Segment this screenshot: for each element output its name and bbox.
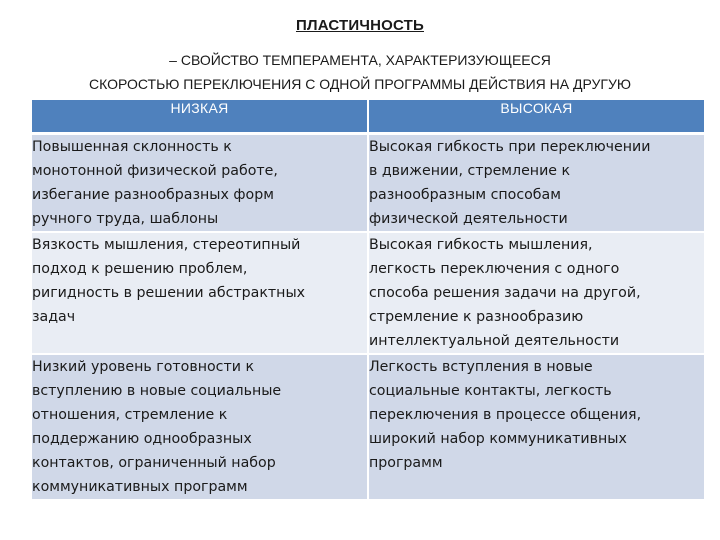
cell-text-line: интеллектуальной деятельности [369, 333, 620, 349]
cell-high [369, 233, 704, 353]
cell-text-line: задач [32, 309, 76, 325]
cell-text-line: социальные контакты, легкость [369, 383, 612, 399]
cell-low [32, 355, 369, 499]
table-row [32, 355, 704, 499]
cell-text-line: Легкость вступления в новые [369, 359, 593, 375]
page-subtitle [0, 48, 720, 96]
table-row [32, 233, 704, 353]
cell-text-line: ригидность в решении абстрактных [32, 285, 306, 301]
cell-text-line: коммуникативных программ [32, 479, 248, 495]
cell-text-line: физической деятельности [369, 211, 568, 227]
cell-text-line: Низкий уровень готовности к [32, 359, 255, 375]
cell-text-line: широкий набор коммуникативных [369, 431, 627, 447]
cell-high [369, 355, 704, 499]
cell-text-line: Высокая гибкость при переключении [369, 139, 651, 155]
cell-text-line: отношения, стремление к [32, 407, 228, 423]
cell-text-line: в движении, стремление к [369, 163, 571, 179]
comparison-table [32, 100, 704, 499]
cell-text-line: программ [369, 455, 443, 471]
cell-text-line: переключения в процессе общения, [369, 407, 642, 423]
column-header-low: НИЗКАЯ [32, 100, 369, 135]
table-row [32, 135, 704, 231]
cell-low [32, 135, 369, 231]
cell-text-line: монотонной физической работе, [32, 163, 278, 179]
cell-text-line: способа решения задачи на другой, [369, 285, 641, 301]
cell-text-line: избегание разнообразных форм [32, 187, 274, 203]
cell-text-line: Повышенная склонность к [32, 139, 232, 155]
subtitle-line-1: – СВОЙСТВО ТЕМПЕРАМЕНТА, ХАРАКТЕРИЗУЮЩЕЕСЯ [169, 52, 551, 68]
cell-text-line: стремление к разнообразию [369, 309, 584, 325]
subtitle-line-2: СКОРОСТЬЮ ПЕРЕКЛЮЧЕНИЯ С ОДНОЙ ПРОГРАММЫ ДЕЙСТВИЯ НА ДРУГУЮ [88, 76, 632, 92]
page-title: ПЛАСТИЧНОСТЬ [295, 17, 424, 34]
cell-text-line: вступлению в новые социальные [32, 383, 282, 399]
cell-text-line: Вязкость мышления, стереотипный [32, 237, 301, 253]
table-header-row [32, 100, 704, 135]
cell-text-line: контактов, ограниченный набор [32, 455, 276, 471]
cell-low [32, 233, 369, 353]
cell-high [369, 135, 704, 231]
column-header-high: ВЫСОКАЯ [369, 100, 704, 135]
cell-text-line: разнообразным способам [369, 187, 561, 203]
cell-text-line: легкость переключения с одного [369, 261, 620, 277]
cell-text-line: подход к решению проблем, [32, 261, 248, 277]
cell-text-line: поддержанию однообразных [32, 431, 252, 447]
cell-text-line: ручного труда, шаблоны [32, 211, 219, 227]
cell-text-line: Высокая гибкость мышления, [369, 237, 593, 253]
